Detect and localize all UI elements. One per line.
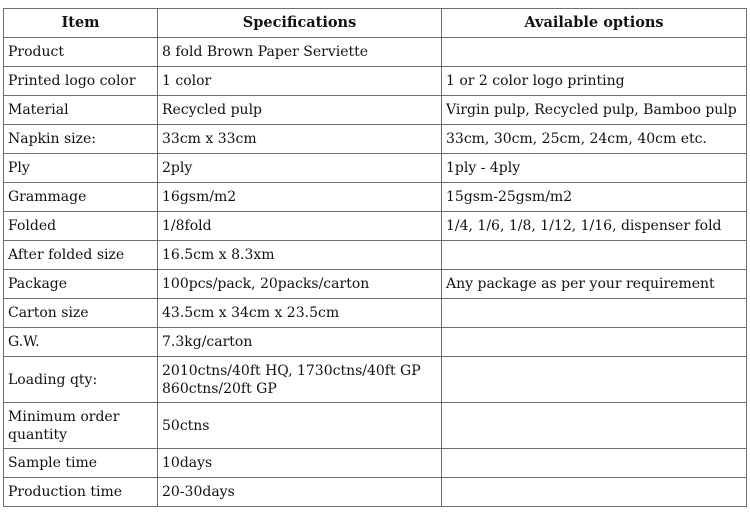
spec-line: Recycled pulp (162, 102, 263, 118)
spec-line: 10days (162, 455, 213, 471)
table-row (4, 67, 747, 96)
spec-cell (158, 478, 442, 507)
item-cell: Napkin size: (4, 125, 158, 154)
options-cell: 1 or 2 color logo printing (442, 67, 747, 96)
item-cell: Product (4, 38, 158, 67)
item-cell: Carton size (4, 299, 158, 328)
spec-cell (158, 241, 442, 270)
specifications-table (3, 8, 747, 507)
spec-cell (158, 212, 442, 241)
spec-cell (158, 67, 442, 96)
item-cell: Sample time (4, 449, 158, 478)
item-cell: After folded size (4, 241, 158, 270)
item-cell: Minimum order quantity (4, 403, 158, 449)
table-row (4, 241, 747, 270)
options-cell (442, 38, 747, 67)
options-cell: 15gsm-25gsm/m2 (442, 183, 747, 212)
options-cell (442, 328, 747, 357)
spec-cell (158, 154, 442, 183)
options-cell: 1/4, 1/6, 1/8, 1/12, 1/16, dispenser fold (442, 212, 747, 241)
spec-line: 860ctns/20ft GP (162, 380, 277, 397)
spec-line: 33cm x 33cm (162, 131, 257, 147)
options-cell (442, 449, 747, 478)
table-row (4, 212, 747, 241)
table-row (4, 357, 747, 403)
item-cell: Ply (4, 154, 158, 183)
spec-cell (158, 183, 442, 212)
table-row (4, 125, 747, 154)
table-row (4, 299, 747, 328)
spec-cell (158, 328, 442, 357)
header-available-options: Available options (442, 9, 747, 38)
options-cell: 1ply - 4ply (442, 154, 747, 183)
spec-cell (158, 38, 442, 67)
spec-line: 2ply (162, 160, 193, 176)
options-cell: Any package as per your requirement (442, 270, 747, 299)
header-row (4, 9, 747, 38)
spec-line: 43.5cm x 34cm x 23.5cm (162, 305, 340, 321)
spec-line: 1/8fold (162, 218, 212, 234)
item-cell: Package (4, 270, 158, 299)
item-cell: G.W. (4, 328, 158, 357)
table-row (4, 96, 747, 125)
table-row (4, 38, 747, 67)
header-specifications: Specifications (158, 9, 442, 38)
options-cell: Virgin pulp, Recycled pulp, Bamboo pulp (442, 96, 747, 125)
spec-line: 8 fold Brown Paper Serviette (162, 44, 369, 60)
spec-cell (158, 299, 442, 328)
spec-line: 1 color (162, 73, 212, 89)
spec-cell (158, 96, 442, 125)
item-cell: Folded (4, 212, 158, 241)
options-cell (442, 299, 747, 328)
table-row (4, 403, 747, 449)
options-cell (442, 403, 747, 449)
spec-line: 50ctns (162, 417, 210, 434)
header-item: Item (4, 9, 158, 38)
spec-cell (158, 403, 442, 449)
table-row (4, 183, 747, 212)
table-row (4, 449, 747, 478)
item-cell: Production time (4, 478, 158, 507)
item-cell: Loading qty: (4, 357, 158, 403)
spec-line: 16gsm/m2 (162, 189, 237, 205)
spec-cell (158, 449, 442, 478)
spec-line: 7.3kg/carton (162, 334, 253, 350)
spec-line: 2010ctns/40ft HQ, 1730ctns/40ft GP (162, 362, 421, 379)
table-row (4, 478, 747, 507)
spec-cell (158, 357, 442, 403)
options-cell (442, 241, 747, 270)
options-cell (442, 357, 747, 403)
table-row (4, 328, 747, 357)
item-cell: Material (4, 96, 158, 125)
spec-line: 16.5cm x 8.3xm (162, 247, 275, 263)
options-cell (442, 478, 747, 507)
spec-line: 100pcs/pack, 20packs/carton (162, 276, 370, 292)
item-cell: Grammage (4, 183, 158, 212)
item-cell: Printed logo color (4, 67, 158, 96)
options-cell: 33cm, 30cm, 25cm, 24cm, 40cm etc. (442, 125, 747, 154)
spec-line: 20-30days (162, 484, 235, 500)
table-row (4, 270, 747, 299)
spec-cell (158, 270, 442, 299)
spec-cell (158, 125, 442, 154)
table-row (4, 154, 747, 183)
